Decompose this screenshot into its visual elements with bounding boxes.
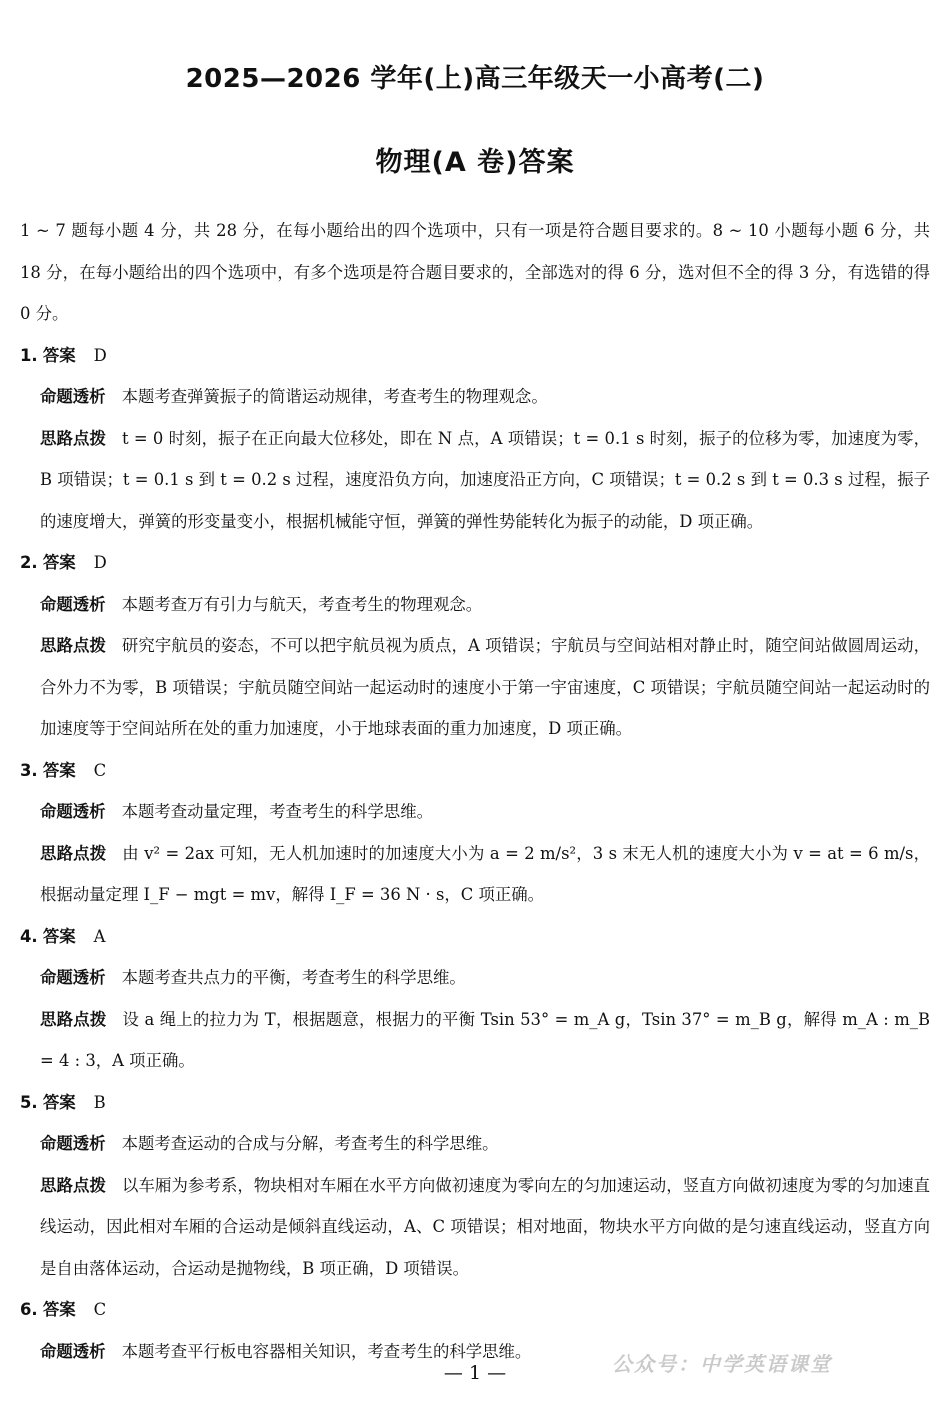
analysis-text: 以车厢为参考系，物块相对车厢在水平方向做初速度为零向左的匀加速运动，竖直方向做初速度为零的匀加速直线运动，因此相对车厢的合运动是倾斜直线运动，A、C 项错误；相对地面，物块水平方向做的是匀速直线运动，竖直方向是自由落体运动，合运动是抛物线，B 项正确，D 项错误。 [40, 1175, 931, 1278]
question-1 [20, 335, 930, 543]
analysis-text: 由 v² = 2ax 可知，无人机加速时的加速度大小为 a = 2 m/s²，3 s 末无人机的速度大小为 v = at = 6 m/s，根据动量定理 I_F − mgt = mv，解得 I_F = 36 N · s，C 项正确。 [40, 843, 930, 904]
intent-label: 命题透析 [40, 594, 106, 614]
question-number: 4. [20, 926, 38, 946]
answer-label: 答案 [42, 553, 76, 572]
question-3 [20, 750, 930, 916]
analysis-label: 思路点拨 [40, 1009, 107, 1029]
page-number: — 1 — [443, 1362, 507, 1384]
answer-label: 答案 [42, 1300, 76, 1319]
answer-value: C [93, 1300, 107, 1319]
intent-label: 命题透析 [40, 968, 106, 987]
analysis-label: 思路点拨 [40, 843, 107, 863]
intent-text: 本题考查弹簧振子的简谐运动规律，考查考生的物理观念。 [121, 387, 548, 406]
question-number: 1. [20, 345, 38, 365]
question-2 [20, 542, 930, 750]
analysis-label: 思路点拨 [40, 428, 106, 448]
answer-value: B [93, 1092, 106, 1112]
intent-text: 本题考查运动的合成与分解，考查考生的科学思维。 [121, 1134, 499, 1153]
analysis-text: 研究宇航员的姿态，不可以把宇航员视为质点，A 项错误；宇航员与空间站相对静止时，随空间站做圆周运动，合外力不为零，B 项错误；宇航员随空间站一起运动时的速度小于第一宇宙速度，C 项错误；宇航员随空间站一起运动时的加速度等于空间站所在处的重力加速度，小于地球表面的重力加速度，D 项正确。 [40, 636, 930, 738]
intent-text: 本题考查动量定理，考查考生的科学思维。 [121, 802, 433, 821]
analysis-label: 思路点拨 [40, 636, 106, 655]
question-number: 3. [20, 760, 38, 780]
answer-content [20, 210, 930, 1372]
intent-label: 命题透析 [40, 1341, 106, 1361]
page-subtitle: 物理(A 卷)答案 [375, 147, 575, 178]
page-title: 2025—2026 学年(上)高三年级天一小高考(二) [185, 64, 765, 94]
intent-label: 命题透析 [40, 802, 106, 821]
question-4 [20, 916, 930, 1082]
answer-label: 答案 [42, 345, 76, 365]
question-number: 2. [20, 553, 38, 572]
analysis-label: 思路点拨 [40, 1175, 106, 1195]
analysis-text: t = 0 时刻，振子在正向最大位移处，即在 N 点，A 项错误；t = 0.1 s 时刻，振子的位移为零，加速度为零，B 项错误；t = 0.1 s 到 t = 0.2 s 过程，速度沿负方向，加速度沿正方向，C 项错误；t = 0.2 s 到 t = 0.3 s 过程，振子的速度增大，弹簧的形变量变小，根据机械能守恒，弹簧的弹性势能转化为振子的动能，D 项正确。 [40, 428, 930, 531]
answer-label: 答案 [42, 760, 76, 780]
question-number: 5. [20, 1092, 38, 1112]
answer-value: D [93, 553, 107, 572]
intent-text: 本题考查共点力的平衡，考查考生的科学思维。 [121, 968, 466, 987]
question-5 [20, 1082, 930, 1290]
answer-label: 答案 [42, 926, 76, 946]
analysis-text: 设 a 绳上的拉力为 T，根据题意，根据力的平衡 Tsin 53° = m_A g，Tsin 37° = m_B g，解得 m_A : m_B = 4 : 3，A 项正确。 [40, 1009, 931, 1070]
scoring-instructions: 1 ~ 7 题每小题 4 分，共 28 分，在每小题给出的四个选项中，只有一项是符合题目要求的。8 ~ 10 小题每小题 6 分，共 18 分，在每小题给出的四个选项中，有多个选项是符合题目要求的，全部选对的得 6 分，选对但不全的得 3 分，有选错的得 0 分。 [20, 221, 930, 323]
intent-text: 本题考查平行板电容器相关知识，考查考生的科学思维。 [121, 1341, 532, 1361]
answer-value: A [93, 926, 106, 946]
intent-label: 命题透析 [40, 387, 106, 406]
intent-label: 命题透析 [40, 1134, 106, 1153]
answer-value: C [93, 760, 107, 780]
watermark-text: 公众号：中学英语课堂 [612, 1352, 832, 1376]
question-number: 6. [20, 1300, 38, 1319]
answer-value: D [93, 345, 107, 365]
intent-text: 本题考查万有引力与航天，考查考生的物理观念。 [121, 594, 483, 614]
answer-label: 答案 [42, 1092, 76, 1112]
